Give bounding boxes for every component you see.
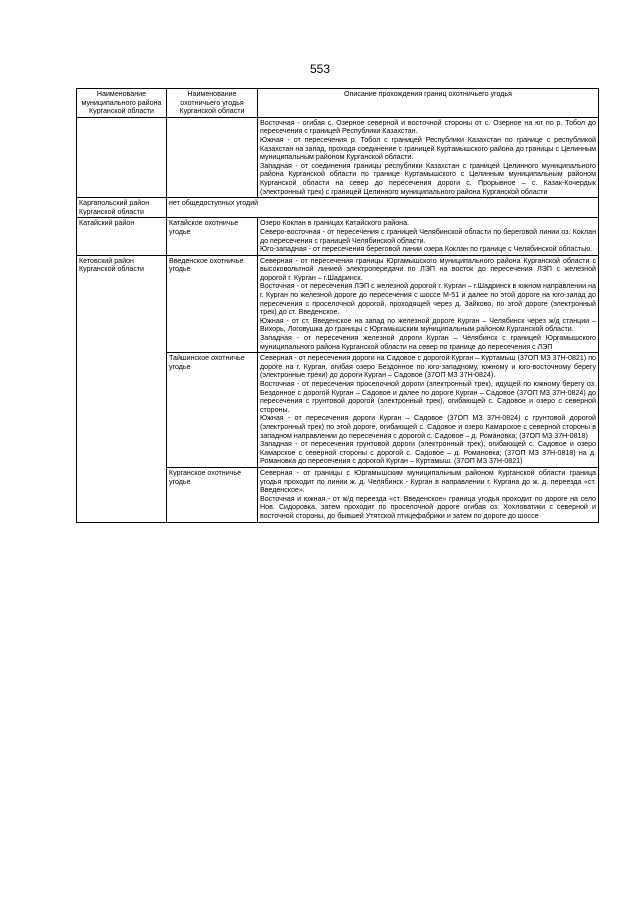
description-cell: [258, 117, 599, 197]
table-row: [77, 255, 599, 353]
table-row: [77, 117, 599, 197]
description-cell: [258, 467, 599, 522]
district-cell: Кетовский район Курганской области: [77, 255, 167, 522]
description-cell: [258, 218, 599, 255]
ground-cell: Введенское охотничье угодье: [167, 255, 258, 353]
description-paragraph: Восточная и южная - от ж/д переезда «ст. Введенское» граница угодья проходит по дороге на село Нов. Сидоровка, затем проходит по проселочной дороге огибая оз. Хохловатики с северной и восточной стороны, до бывшей Утятской птицефабрики и затем по дороге до шоссе: [260, 494, 596, 520]
header-ground: Наименование охотничьего угодья Курганской области: [167, 89, 258, 118]
description-paragraph: Южная - от пересечения р. Тобол с границей Республики Казахстан по границе с республикой Казахстан на запад, проходя соединение с границей Куртамышского района до границы с Целинным муниципальным районом Курганской области.: [260, 135, 596, 162]
description-paragraph: Юго-западная - от пересечения береговой линии озера Коклан по границе с Челябинской областью.: [260, 245, 593, 254]
description-paragraph: Северо-восточная - от пересечения с границей Челябинской области по береговой линии оз. Коклан до пересечения с границей Челябинской области.: [260, 227, 596, 245]
header-description: Описание прохождения границ охотничьего угодья: [258, 89, 599, 118]
description-paragraph: Северная - от пересечения границы Юргамышского муниципального района Курганской области с высоковольтной линией электропередачи по ЛЭП на восток до пересечения ЛЭП с железной дорогой г. Курган – г.Шадринск.: [260, 256, 596, 282]
description-paragraph: Северная - от пересечения дороги на Садовое с дорогой Курган – Куртамыш (37ОП МЗ 37Н-0821) по дороге на г. Курган, огибая озеро Бездонное по юго-западному, южному и юго-восточному берегу (электронные треки) до дороги Курган – Садовое (37ОП МЗ 37Н-0824).: [260, 354, 596, 380]
description-paragraph: Южная - от ст. Введенское на запад по железной дороге Курган – Челябинск через ж/д станции – Вихорь, Логовушка до границы с Юргамышским муниципальным районом Курганской области.: [260, 316, 596, 334]
description-paragraph: Восточная - от пересечения проселочной дороги (электронный трек), идущей по южному берегу оз. Бездонное с дорогой Курган – Садовое и далее по дороге Курган – Садовое (37ОП МЗ 37Н-0824) до пересечения с грунтовой дорогой (электронный трек), огибающей с. Садовое и озеро с северной стороны.: [260, 380, 596, 414]
page-number: 553: [309, 62, 331, 76]
description-paragraph: Восточная - огибая с. Озерное северной и восточной стороны от с. Озерное на юг по р. Тобол до пересечения с границей Республики Казахстан.: [260, 118, 596, 136]
header-district: Наименование муниципального района Курганской области: [77, 89, 167, 118]
description-paragraph: Западная - от соединения границы республики Казахстан с границей Целинного муниципального района Курганской области по границе Куртамышского с Целинным муниципальным районом Курганской области на север до пересечения дороги с. Прорывное – с. Казак-Кочердык (электронный трек) с границей Целинного муниципального района Курганской области: [260, 161, 596, 196]
description-paragraph: Западная - от пересечения грунтовой дороги (электронный трек), огибающей с. Садовое и озеро Камарское с северной стороны с дорогой с. Садовое – д. Романовка; (37ОП МЗ 37Н-0818) на д. Романовка до пересечения с дорогой Курган – Куртамыш. (37ОП МЗ 37Н-0821): [260, 440, 596, 466]
description-paragraph: Озеро Коклан в границах Катайского района.: [260, 219, 410, 228]
table-header-row: [77, 89, 599, 118]
ground-cell: Катайское охотничье угодье: [167, 218, 258, 255]
description-paragraph: Южная - от пересечения дороги Курган – Садовое (37ОП МЗ 37Н-0824) с грунтовой дорогой (электронный трек) по этой дороге, огибающей с. Садовое и озеро Камарское с северной стороны в западном направлении до пересечения с дорогой с. Садовое – д. Романовка; (37ОП МЗ 37Н-0818): [260, 414, 596, 440]
table-row: [77, 218, 599, 255]
description-cell: [258, 353, 599, 468]
district-cell: Каргапольский район Курганской области: [77, 198, 167, 218]
no-grounds-note: нет общедоступных угодий: [167, 198, 599, 218]
table-row: [77, 198, 599, 218]
district-cell: Катайский район: [77, 218, 167, 255]
hunting-grounds-table: [76, 88, 599, 523]
ground-cell: Курганское охотничье угодье: [167, 467, 258, 522]
description-paragraph: Восточная - от пересечения ЛЭП с железной дорогой г. Курган – г.Шадринск в южном направлении на г. Курган по железной дороге до пересечения с шоссе М-51 и далее по этой дороге на юго-запад до пересечения с проселочной дорогой, проходящей через д. Зайково, по этой дороге (электронный трек) до ст. Введенское.: [260, 282, 596, 317]
district-cell: [77, 117, 167, 197]
description-paragraph: Западная - от пересечения железной дороги Курган – Челябинск с границей Юргамышского муниципального района Курганской области на север по границе до пересечения с ЛЭП: [260, 334, 596, 351]
description-cell: [258, 255, 599, 353]
ground-cell: [167, 117, 258, 197]
ground-cell: Тайшинское охотничье угодье: [167, 353, 258, 468]
description-paragraph: Северная - от границы с Юргамышским муниципальным районом Курганской области граница угодья проходит по линии ж. д. Челябинск - Курган в направлении г. Кургана до ж. д. переезда «ст. Введенское».: [260, 468, 596, 495]
